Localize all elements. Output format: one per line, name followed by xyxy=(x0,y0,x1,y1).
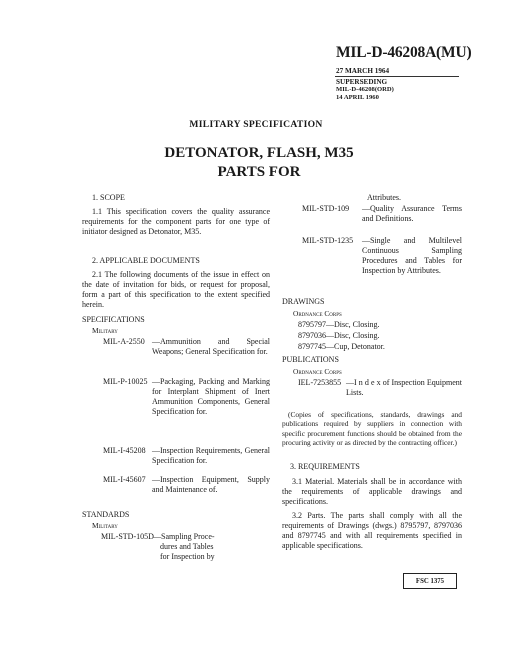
fsc-box: FSC 1375 xyxy=(403,573,457,589)
spec-description: —Packaging, Packing and Marking for Interplant Shipment of Inert Ammunition Components, General Specification for. xyxy=(152,377,270,417)
standard-number: MIL-STD-105D xyxy=(101,532,154,541)
standard-description: —Single and Multilevel Continuous Sampling Procedures and Tables for Inspection by Attributes. xyxy=(362,236,462,276)
page-title: DETONATOR, FLASH, M35 xyxy=(164,145,354,161)
specifications-heading: SPECIFICATIONS xyxy=(82,315,145,324)
superseding-label: SUPERSEDING xyxy=(336,78,388,86)
requirements-material-paragraph: 3.1 Material. Materials shall be in accordance with the requirements of applicable drawings and specifications. xyxy=(282,477,462,507)
drawing-item: 8795797—Disc, Closing. xyxy=(298,320,380,329)
specifications-military-label: Military xyxy=(92,326,118,335)
requirements-parts-paragraph: 3.2 Parts. The parts shall comply with all the requirements of Drawings (dwgs.) 8795797, 8797036 and 8797745 and with all requirements specified in applicable specifications. xyxy=(282,511,462,551)
publication-description: —I n d e x of Inspection Equipment Lists. xyxy=(346,378,462,398)
applicable-documents-heading: 2. APPLICABLE DOCUMENTS xyxy=(92,256,200,265)
document-number: MIL-D-46208A(MU) xyxy=(336,44,472,61)
publication-number: IEL-7253855 xyxy=(298,378,342,387)
superseded-number: MIL-D-46208(ORD) xyxy=(336,86,394,93)
drawing-item: 8797745—Cup, Detonator. xyxy=(298,342,385,351)
applicable-documents-paragraph: 2.1 The following documents of the issue in effect on the date of invitation for bids, or request for proposal, form a part of this specification to the extent specified herein. xyxy=(82,270,270,310)
publications-ordnance-corps-label: Ordnance Corps xyxy=(293,367,342,376)
scope-paragraph: 1.1 This specification covers the quality assurance requirements for the component parts for one type of initiator designed as Detonator, M35. xyxy=(82,207,270,237)
spec-description: —Inspection Equipment, Supply and Maintenance of. xyxy=(152,475,270,495)
standard-description-part1: —Sampling Proce- dures and Tables for Inspection by xyxy=(153,532,215,562)
standard-number: MIL-STD-109 xyxy=(302,204,350,213)
spec-number: MIL-P-10025 xyxy=(103,377,148,386)
page-subtitle: PARTS FOR xyxy=(217,164,301,180)
drawings-ordnance-corps-label: Ordnance Corps xyxy=(293,309,342,318)
publications-heading: PUBLICATIONS xyxy=(282,355,339,364)
standard-description: —Quality Assurance Terms and Definitions. xyxy=(362,204,462,224)
document-date: 27 MARCH 1964 xyxy=(336,67,390,75)
spec-number: MIL-I-45208 xyxy=(103,446,146,455)
spec-description: —Ammunition and Special Weapons; General Specification for. xyxy=(152,337,270,357)
standards-heading: STANDARDS xyxy=(82,510,130,519)
spec-number: MIL-A-2550 xyxy=(103,337,145,346)
superseded-date: 14 APRIL 1960 xyxy=(336,94,379,101)
drawing-item: 8797036—Disc, Closing. xyxy=(298,331,380,340)
header-divider xyxy=(335,76,459,77)
standards-military-label: Military xyxy=(92,521,118,530)
drawings-heading: DRAWINGS xyxy=(282,297,325,306)
spec-description: —Inspection Requirements, General Specification for. xyxy=(152,446,270,466)
specification-type: MILITARY SPECIFICATION xyxy=(189,119,323,130)
standard-number: MIL-STD-1235 xyxy=(302,236,354,245)
standard-description-part2: Attributes. xyxy=(367,193,401,202)
scope-heading: 1. SCOPE xyxy=(92,193,125,202)
requirements-heading: 3. REQUIREMENTS xyxy=(290,462,360,471)
copies-note: (Copies of specifications, standards, drawings and publications required by suppliers in connection with specific procurement functions should be obtained from the procuring activity or as directed by the contracting officer.) xyxy=(282,410,462,447)
spec-number: MIL-I-45607 xyxy=(103,475,146,484)
